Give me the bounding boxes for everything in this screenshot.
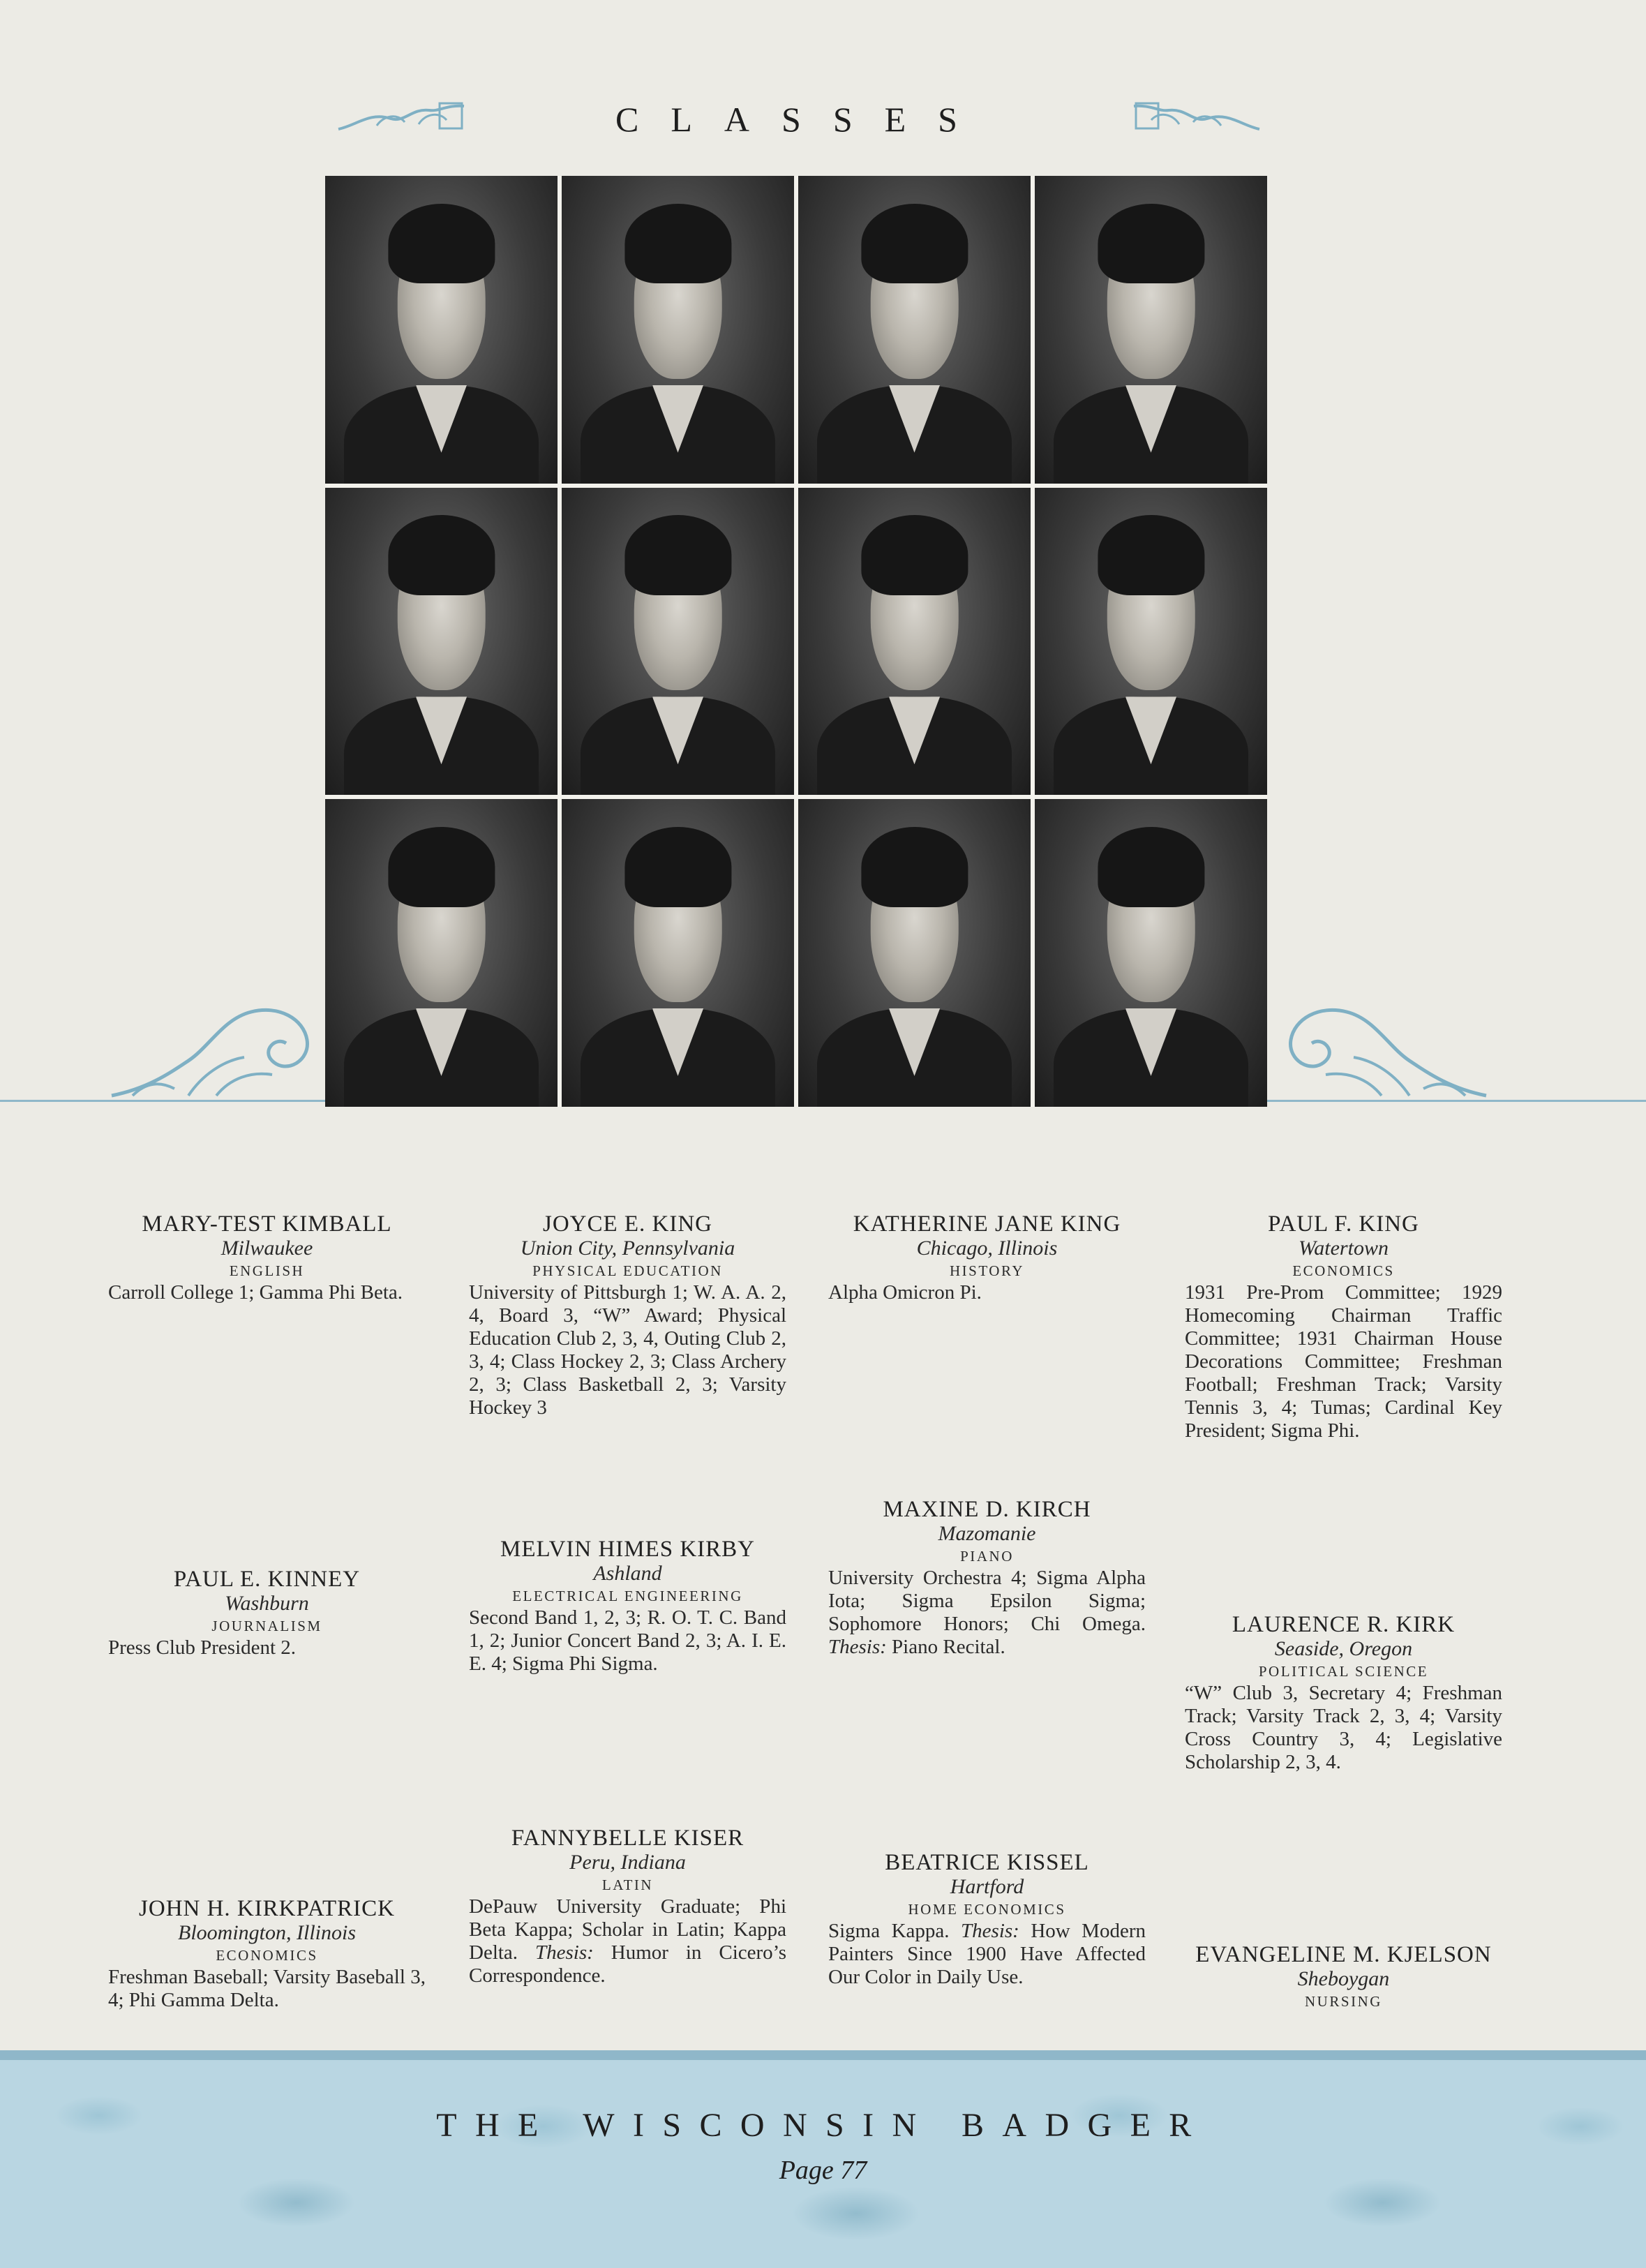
student-activities: Sigma Kappa. Thesis: How Modern Painters Since 1900 Have Affected Our Color in Daily Use. <box>828 1920 1146 1988</box>
student-hometown: Union City, Pennsylvania <box>520 1237 735 1260</box>
student-name: MELVIN HIMES KIRBY <box>500 1537 755 1562</box>
student-name: KATHERINE JANE KING <box>853 1211 1121 1237</box>
thesis-label: Thesis: <box>961 1920 1019 1942</box>
student-hometown: Chicago, Illinois <box>916 1237 1058 1260</box>
student-hometown: Hartford <box>950 1875 1024 1898</box>
student-activities: Freshman Baseball; Varsity Baseball 3, 4; Phi Gamma Delta. <box>108 1966 426 2011</box>
student-hometown: Mazomanie <box>938 1522 1036 1545</box>
student-hometown: Washburn <box>225 1592 309 1615</box>
student-major: ECONOMICS <box>216 1947 318 1964</box>
student-hometown: Sheboygan <box>1297 1967 1390 1990</box>
student-activities: University Orchestra 4; Sigma Alpha Iota; Sigma Epsilon Sigma; Sophomore Honors; Chi Omega. Thesis: Piano Recital. <box>828 1567 1146 1658</box>
student-activities: 1931 Pre-Prom Committee; 1929 Homecoming Chairman Traffic Committee; 1931 Chairman House Decorations Committee; Freshman Football; Freshman Track; Varsity Tennis 3, 4; Tumas; Cardinal Key President; Sigma Phi. <box>1185 1281 1502 1442</box>
portrait-photo <box>798 176 1031 484</box>
student-caption <box>469 1211 786 1419</box>
student-name: EVANGELINE M. KJELSON <box>1195 1942 1492 1967</box>
student-major: ECONOMICS <box>1292 1262 1395 1279</box>
portrait-photo <box>798 488 1031 796</box>
student-caption <box>108 1211 426 1304</box>
student-name: PAUL F. KING <box>1268 1211 1419 1237</box>
student-major: JOURNALISM <box>211 1618 322 1634</box>
thesis-label: Thesis: <box>535 1941 594 1964</box>
student-major: PIANO <box>960 1548 1014 1565</box>
student-name: PAUL E. KINNEY <box>173 1567 361 1592</box>
student-major: POLITICAL SCIENCE <box>1258 1663 1429 1680</box>
publication-title: THE WISCONSIN BADGER <box>436 2107 1210 2144</box>
student-caption <box>469 1826 786 1987</box>
student-hometown: Watertown <box>1299 1237 1389 1260</box>
student-major: HOME ECONOMICS <box>908 1901 1066 1918</box>
page-number: Page 77 <box>779 2156 867 2185</box>
portrait-photo <box>1035 799 1267 1107</box>
student-major: NURSING <box>1305 1993 1382 2010</box>
student-caption <box>108 1567 426 1659</box>
student-major: HISTORY <box>949 1262 1025 1279</box>
page-title: CLASSES <box>615 100 989 139</box>
student-major: PHYSICAL EDUCATION <box>532 1262 723 1279</box>
header-ornament-left-icon <box>335 98 467 140</box>
portrait-photo <box>798 799 1031 1107</box>
thesis-text: How Modern Painters Since 1900 Have Affected Our Color in Daily Use. <box>828 1920 1146 1988</box>
page-footer <box>0 2050 1646 2268</box>
student-activities: Press Club President 2. <box>108 1636 297 1659</box>
thesis-text: Humor in Cicero’s Correspondence. <box>469 1941 787 1987</box>
student-name: FANNYBELLE KISER <box>511 1826 745 1851</box>
portrait-photo <box>325 176 558 484</box>
student-major: LATIN <box>601 1877 654 1893</box>
student-caption <box>1185 1942 1502 2012</box>
student-name: MAXINE D. KIRCH <box>883 1497 1091 1522</box>
student-caption <box>828 1850 1146 1989</box>
scroll-ornament-left-icon <box>105 991 314 1103</box>
portrait-photo <box>325 488 558 796</box>
thesis-label: Thesis: <box>828 1636 887 1658</box>
student-name: JOHN H. KIRKPATRICK <box>139 1896 395 1921</box>
student-hometown: Ashland <box>593 1562 662 1585</box>
student-caption <box>1185 1612 1502 1774</box>
header-ornament-right-icon <box>1130 98 1263 140</box>
student-hometown: Milwaukee <box>220 1237 313 1260</box>
scroll-ornament-right-icon <box>1284 991 1493 1103</box>
student-name: JOYCE E. KING <box>543 1211 712 1237</box>
student-major: ELECTRICAL ENGINEERING <box>512 1588 743 1604</box>
student-hometown: Seaside, Oregon <box>1274 1637 1413 1660</box>
student-activities: DePauw University Graduate; Phi Beta Kappa; Scholar in Latin; Kappa Delta. Thesis: Humor in Cicero’s Correspondence. <box>469 1895 787 1987</box>
portrait-photo <box>325 799 558 1107</box>
student-activities: Carroll College 1; Gamma Phi Beta. <box>108 1281 403 1304</box>
student-caption <box>828 1497 1146 1659</box>
student-major: ENGLISH <box>229 1262 305 1279</box>
student-activities: Alpha Omicron Pi. <box>828 1281 982 1304</box>
student-name: MARY-TEST KIMBALL <box>142 1211 392 1237</box>
portrait-photo <box>562 488 794 796</box>
portrait-photo <box>562 799 794 1107</box>
student-caption <box>828 1211 1146 1304</box>
student-caption <box>469 1537 786 1676</box>
portrait-photo <box>1035 488 1267 796</box>
portrait-grid <box>325 176 1267 1107</box>
student-activities: University of Pittsburgh 1; W. A. A. 2, 4, Board 3, “W” Award; Physical Education Club 2, 3, 4, Outing Club 2, 3, 4; Class Hockey 2, 3; Class Archery 2, 3; Class Basketball 2, 3; Varsity Hockey 3 <box>469 1281 786 1419</box>
student-name: BEATRICE KISSEL <box>885 1850 1089 1875</box>
student-name: LAURENCE R. KIRK <box>1232 1612 1456 1637</box>
student-caption <box>1185 1211 1502 1442</box>
thesis-text: Piano Recital. <box>892 1636 1005 1658</box>
portrait-photo <box>1035 176 1267 484</box>
student-hometown: Peru, Indiana <box>569 1851 686 1874</box>
portrait-photo <box>562 176 794 484</box>
student-caption <box>108 1896 426 2012</box>
student-hometown: Bloomington, Illinois <box>178 1921 356 1944</box>
student-activities: “W” Club 3, Secretary 4; Freshman Track; Varsity Track 2, 3, 4; Varsity Cross Country 3, 4; Legislative Scholarship 2, 3, 4. <box>1185 1682 1502 1773</box>
footer-band <box>0 2050 1646 2060</box>
student-activities: Second Band 1, 2, 3; R. O. T. C. Band 1, 2; Junior Concert Band 2, 3; A. I. E. E. 4; Sigma Phi Sigma. <box>469 1606 786 1675</box>
page-header <box>0 91 1646 154</box>
